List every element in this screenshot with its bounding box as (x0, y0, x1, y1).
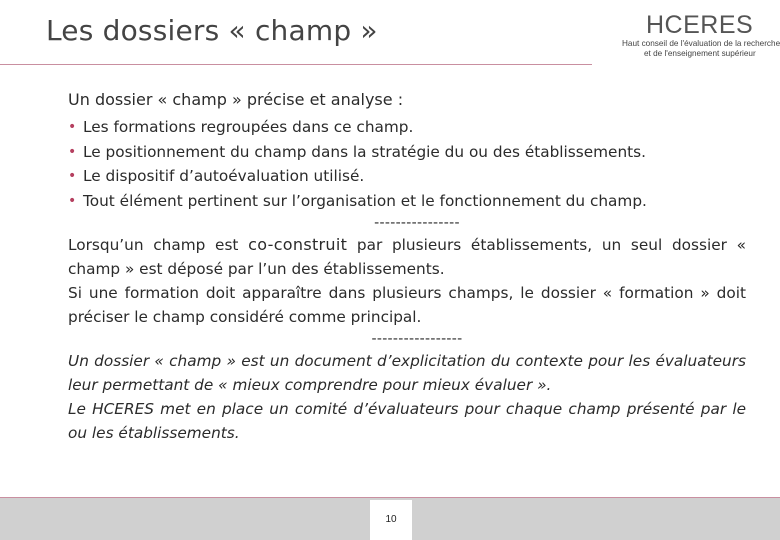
logo-wordmark: HCERES (646, 11, 754, 39)
title-divider (0, 64, 592, 65)
separator-1: ---------------- (374, 215, 460, 231)
bullet-item: • Tout élément pertinent sur l’organisation et le fonctionnement du champ. (68, 189, 746, 214)
logo-tagline-line2: et de l'enseignement supérieur (644, 48, 756, 58)
slide-body (68, 88, 746, 445)
slide-title: Les dossiers « champ » (46, 14, 378, 47)
hceres-logo (622, 11, 780, 58)
paragraph-definition: Un dossier « champ » est un document d’explicitation du contexte pour les évaluateurs leur permettant de « mieux comprendre pour mieux évaluer ». (68, 352, 746, 394)
logo-tagline-line1: Haut conseil de l'évaluation de la recherche (622, 39, 780, 48)
emphasis-co-construit: co-construit (248, 235, 348, 254)
footer-divider (0, 497, 780, 498)
bullet-item: • Le positionnement du champ dans la stratégie du ou des établissements. (68, 140, 746, 165)
bullet-item: • Les formations regroupées dans ce champ. (68, 115, 746, 140)
page-number: 10 (370, 500, 412, 540)
paragraph-part: Lorsqu’un champ est (68, 236, 249, 254)
separator-2: ----------------- (371, 331, 463, 347)
paragraph-co-construit (68, 233, 746, 281)
bullet-item: • Le dispositif d’autoévaluation utilisé. (68, 164, 746, 189)
paragraph-formation: Si une formation doit apparaître dans plusieurs champs, le dossier « formation » doit préciser le champ considéré comme principal. (68, 284, 746, 326)
bullet-list (68, 115, 746, 213)
intro-text: Un dossier « champ » précise et analyse : (68, 90, 404, 109)
logo-tagline (622, 39, 780, 58)
paragraph-part: par plusieurs établissements, un seul dossier « champ » est déposé par l’un des établissements. (68, 236, 746, 278)
paragraph-comite: Le HCERES met en place un comité d’évaluateurs pour chaque champ présenté par le ou les établissements. (68, 400, 746, 442)
